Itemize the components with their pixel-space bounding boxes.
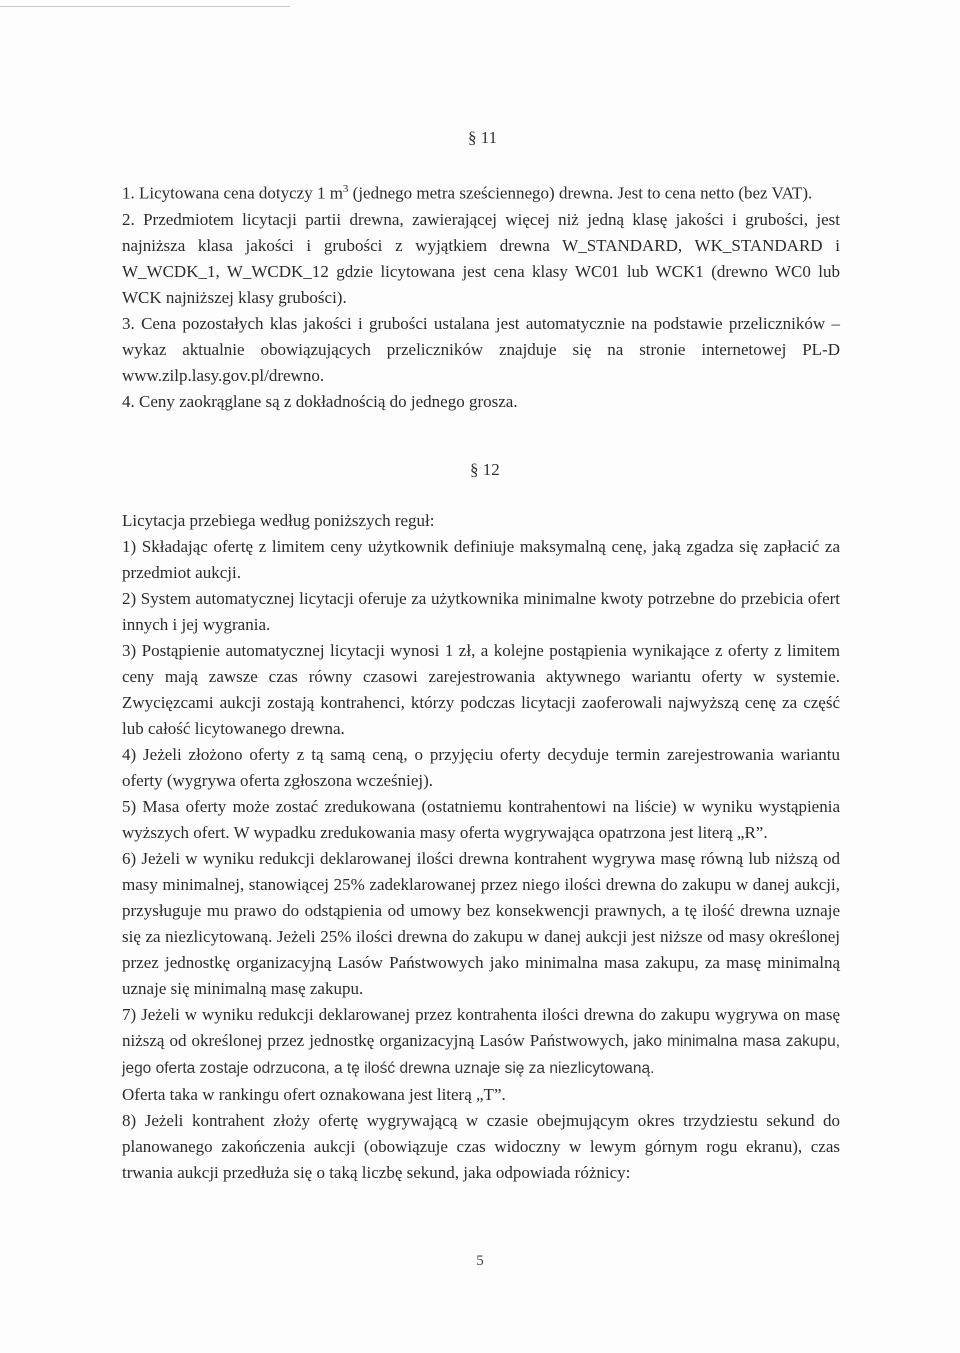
rules-intro: Licytacja przebiega według poniższych reguł: xyxy=(122,511,435,530)
paragraph-1-text-a: 1. Licytowana cena dotyczy 1 m xyxy=(122,183,343,203)
rule-7-note: Oferta taka w rankingu ofert oznakowana jest literą „T”. xyxy=(122,1085,506,1104)
paragraph-1-text-b: (jednego metra sześciennego) drewna. Jest to cena netto (bez VAT). xyxy=(348,183,813,203)
rule-7-text-a: 7) Jeżeli w wyniku redukcji deklarowanej przez kontrahenta ilości drewna do zakupu wygrywa on masę niższą od określonej przez jednostkę organizacyjną Lasów Państwowych, xyxy=(122,1005,840,1050)
rule-5: 5) Masa oferty może zostać zredukowana (ostatniemu kontrahentowi na liście) w wyniku wystąpienia wyższych ofert. W wypadku zredukowania masy oferta wygrywająca opatrzona jest literą „R”. xyxy=(122,797,840,842)
rule-4: 4) Jeżeli złożono oferty z tą samą ceną, o przyjęciu oferty decyduje termin zarejestrowania wariantu oferty (wygrywa oferta zgłoszona wcześniej). xyxy=(122,745,840,790)
rule-7-text-b: jako minimalna masa zakupu, jego oferta zostaje odrzucona, a tę ilość drewna uznaje się za niezlicytowaną. xyxy=(122,1033,841,1077)
paragraph-4: 4. Ceny zaokrąglane są z dokładnością do jednego grosza. xyxy=(122,391,518,411)
paragraph-1 xyxy=(122,176,840,207)
section-12-body xyxy=(122,508,840,1186)
section-11-body xyxy=(122,176,840,415)
rule-3: 3) Postąpienie automatycznej licytacji wynosi 1 zł, a kolejne postąpienia wynikające z oferty z limitem ceny mają zawsze czas równy czasowi zarejestrowania aktywnego wariantu oferty w systemie. Zwycięzcami aukcji zostają kontrahenci, którzy podczas licytacji zaoferowali najwyższą cenę za część lub całość licytowanego drewna. xyxy=(122,641,840,738)
rule-7 xyxy=(122,1002,840,1082)
section-11-heading: § 11 xyxy=(468,128,498,147)
scan-edge-line xyxy=(0,6,290,7)
rule-1: 1) Składając ofertę z limitem ceny użytkownik definiuje maksymalną cenę, jaką zgadza się zapłacić za przedmiot aukcji. xyxy=(122,537,840,582)
paragraph-1-superscript: 3 xyxy=(342,183,349,195)
paragraph-2: 2. Przedmiotem licytacji partii drewna, zawierającej więcej niż jedną klasę jakości i grubości, jest najniższa klasa jakości i grubości z wyjątkiem drewna W_STANDARD, WK_STANDARD i W_WCDK_1, W_WCDK_12 gdzie licytowana jest cena klasy WC01 lub WCK1 (drewno WC0 lub WCK najniższej klasy grubości). xyxy=(122,209,840,307)
rule-6: 6) Jeżeli w wyniku redukcji deklarowanej ilości drewna kontrahent wygrywa masę równą lub niższą od masy minimalnej, stanowiącej 25% zadeklarowanej przez niego ilości drewna do zakupu w danej aukcji, przysługuje mu prawo do odstąpienia od umowy bez konsekwencji prawnych, a tę ilość drewna uznaje się za niezlicytowaną. Jeżeli 25% ilości drewna do zakupu w danej aukcji jest niższe od masy określonej przez jednostkę organizacyjną Lasów Państwowych jako minimalna masa zakupu, za masę minimalną uznaje się minimalną masę zakupu. xyxy=(122,849,840,998)
paragraph-3: 3. Cena pozostałych klas jakości i grubości ustalana jest automatycznie na podstawie przeliczników – wykaz aktualnie obowiązujących przeliczników znajduje się na stronie internetowej PL-D www.zilp.lasy.gov.pl/drewno. xyxy=(122,313,840,385)
rule-8: 8) Jeżeli kontrahent złoży ofertę wygrywającą w czasie obejmującym okres trzydziestu sekund do planowanego zakończenia aukcji (obowiązuje czas widoczny w lewym górnym rogu ekranu), czas trwania aukcji przedłuża się o taką liczbę sekund, jaka odpowiada różnicy: xyxy=(122,1111,840,1182)
page-number: 5 xyxy=(476,1253,484,1269)
rule-2: 2) System automatycznej licytacji oferuje za użytkownika minimalne kwoty potrzebne do przebicia ofert innych i jej wygrania. xyxy=(122,589,840,634)
section-12-heading: § 12 xyxy=(470,460,500,479)
